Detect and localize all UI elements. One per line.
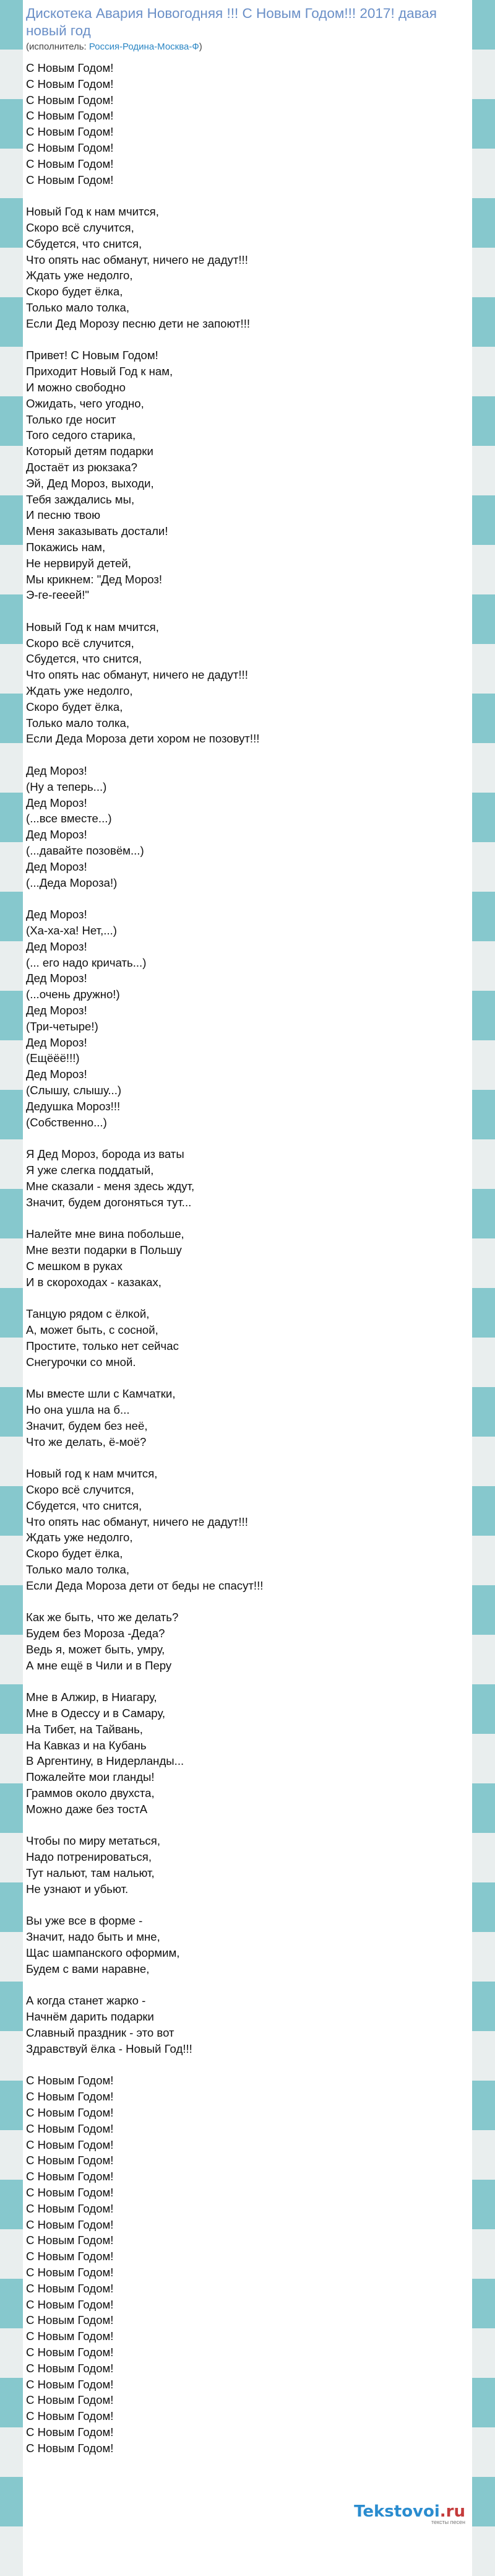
stripe-band	[0, 1387, 23, 1437]
lyrics-text: С Новым Годом! С Новым Годом! С Новым Годом! С Новым Годом! С Новым Годом! С Новым Годом! С Новым Годом! С Новым Годом! Новый Год к нам мчится, Скоро всё случится, Сбудется, что снится, Что опять нас обманут, ничего не дадут!!! Ждать уже недолго, Скоро будет ёлка, Только мало толка, Если Дед Морозу песню дети не запоют!!! Привет! С Новым Годом! Приходит Новый Год к нам, И можно свободно Ожидать, чего угодно, Только где носит Того седого старика, Который детям подарки Достаёт из рюкзака? Эй, Дед Мороз, выходи, Тебя заждались мы, И песню твою Меня заказывать достали! Покажись нам, Не нервируй детей, Мы крикнем: "Дед Мороз! Э-ге-гееей!" Новый Год к нам мчится, Скоро всё случится, Сбудется, что снится, Что опять нас обманут, ничего не дадут!!! Ждать уже недолго, Скоро будет ёлка, Только мало толка, Если Деда Мороза дети хором не позовут!!! Дед Мороз! (Ну а теперь...) Дед Мороз! (...все вместе...) Дед Мороз! (...давайте позовём...) Дед Мороз! (...Деда Мороза!) Дед Мороз! (Ха-ха-ха! Нет,...) Дед Мороз! (... его надо кричать...) Дед Мороз! (...очень дружно!) Дед Мороз! (Три-четыре!) Дед Мороз! (Ещёёё!!!) Дед Мороз! (Слышу, слышу...) Дедушка Мороз!!! (Собственно...) Я Дед Мороз, борода из ваты Я уже слегка поддатый, Мне сказали - меня здесь ждут, Значит, будем догоняться тут... Налейте мне вина побольше, Мне везти подарки в Польшу С мешком в руках И в скороходах - казаках, Танцую рядом с ёлкой, А, может быть, с сосной, Простите, только нет сейчас Снегурочки со мной. Мы вместе шли с Камчатки, Но она ушла на б... Значит, будем без неё, Что же делать, ё-моё? Новый год к нам мчится, Скоро всё случится, Сбудется, что снится, Что опять нас обманут, ничего не дадут!!! Ждать уже недолго, Скоро будет ёлка, Только мало толка, Если Деда Мороза дети от беды не спасут!!! Как же быть, что же делать? Будем без Мороза -Деда? Ведь я, может быть, умру, А мне ещё в Чили и в Перу Мне в Алжир, в Ниагару, Мне в Одессу и в Самару, На Тибет, на Тайвань, На Кавказ и на Кубань В Аргентину, в Нидерланды... Пожалейте мои гланды! Граммов около двухста, Можно даже без тостА Чтобы по миру метаться, Надо потренироваться, Тут нальют, там нальют, Не узнают и убьют. Вы уже все в форме - Значит, надо быть и мне, Щас шампанского оформим, Будем с вами наравне, А когда станет жарко - Начнём дарить подарки Славный праздник - это вот Здравствуй ёлка - Новый Год!!! С Новым Годом! С Новым Годом! С Новым Годом! С Новым Годом! С Новым Годом! С Новым Годом! С Новым Годом! С Новым Годом! С Новым Годом! С Новым Годом! С Новым Годом! С Новым Годом! С Новым Годом! С Новым Годом! С Новым Годом! С Новым Годом! С Новым Годом! С Новым Годом! С Новым Годом! С Новым Годом! С Новым Годом! С Новым Годом! С Новым Годом! С Новым Годом!	[26, 61, 264, 2455]
logo-domain: .ru	[439, 2502, 465, 2521]
stripe-band	[472, 2427, 495, 2477]
stripe-band	[0, 50, 23, 99]
stripe-band	[472, 1932, 495, 1982]
stripe-band	[472, 1882, 495, 1932]
stripe-band	[472, 1982, 495, 2031]
stripe-band	[0, 2229, 23, 2279]
stripe-band	[472, 1684, 495, 1734]
stripe-band	[0, 1932, 23, 1982]
stripe-band	[472, 198, 495, 248]
site-logo[interactable]	[354, 2502, 465, 2525]
stripe-band	[0, 793, 23, 842]
logo-wordmark	[354, 2502, 465, 2521]
stripe-band	[472, 1833, 495, 1882]
artist-prefix: (исполнитель:	[26, 41, 89, 52]
stripe-band	[472, 50, 495, 99]
stripe-band	[0, 991, 23, 1040]
stripe-band	[0, 1783, 23, 1833]
stripe-band	[472, 2477, 495, 2526]
stripe-band	[0, 2477, 23, 2526]
stripe-band	[0, 1139, 23, 1189]
stripe-band	[0, 694, 23, 743]
stripe-band	[0, 1040, 23, 1090]
stripe-band	[472, 1288, 495, 1338]
stripe-band	[472, 1734, 495, 1783]
stripe-band	[0, 2180, 23, 2229]
stripe-band	[472, 2526, 495, 2576]
stripe-band	[0, 842, 23, 892]
stripe-band	[0, 545, 23, 594]
stripe-band	[472, 495, 495, 545]
stripe-band	[0, 1734, 23, 1783]
stripe-band	[472, 991, 495, 1040]
stripe-band	[472, 1338, 495, 1387]
stripe-band	[472, 2279, 495, 2328]
stripe-band	[0, 1585, 23, 1635]
stripe-band	[472, 1783, 495, 1833]
stripe-band	[472, 892, 495, 941]
stripe-band	[0, 594, 23, 644]
right-decorative-stripes	[472, 0, 495, 2530]
stripe-band	[0, 1189, 23, 1238]
stripe-band	[0, 297, 23, 347]
stripe-band	[0, 2031, 23, 2081]
stripe-band	[0, 2526, 23, 2576]
stripe-band	[0, 495, 23, 545]
stripe-band	[0, 99, 23, 149]
stripe-band	[472, 941, 495, 991]
stripe-band	[0, 1486, 23, 1536]
stripe-band	[0, 1338, 23, 1387]
song-title: Дискотека Авария Новогодняя !!! С Новым Годом!!! 2017! давая новый год	[26, 6, 437, 38]
stripe-band	[472, 793, 495, 842]
stripe-band	[472, 842, 495, 892]
stripe-band	[0, 149, 23, 198]
stripe-band	[472, 248, 495, 297]
stripe-band	[0, 644, 23, 694]
stripe-band	[472, 149, 495, 198]
stripe-band	[472, 0, 495, 50]
stripe-band	[472, 2229, 495, 2279]
stripe-band	[0, 2328, 23, 2378]
stripe-band	[472, 545, 495, 594]
stripe-band	[0, 2427, 23, 2477]
stripe-band	[0, 248, 23, 297]
stripe-band	[472, 1486, 495, 1536]
stripe-band	[0, 2378, 23, 2427]
stripe-band	[0, 1684, 23, 1734]
lyrics-page	[26, 5, 469, 2456]
stripe-band	[472, 1040, 495, 1090]
stripe-band	[472, 694, 495, 743]
stripe-band	[472, 1387, 495, 1437]
stripe-band	[0, 743, 23, 793]
stripe-band	[0, 2279, 23, 2328]
stripe-band	[0, 1882, 23, 1932]
stripe-band	[472, 2180, 495, 2229]
stripe-band	[472, 297, 495, 347]
stripe-band	[0, 1238, 23, 1288]
stripe-band	[472, 2378, 495, 2427]
stripe-band	[472, 2081, 495, 2130]
stripe-band	[0, 1090, 23, 1139]
stripe-band	[472, 446, 495, 495]
stripe-band	[472, 1238, 495, 1288]
stripe-band	[472, 1635, 495, 1684]
logo-name: Tekstovoi	[354, 2502, 440, 2521]
stripe-band	[472, 1189, 495, 1238]
stripe-band	[0, 198, 23, 248]
stripe-band	[472, 594, 495, 644]
stripe-band	[472, 1090, 495, 1139]
stripe-band	[472, 2328, 495, 2378]
left-decorative-stripes	[0, 0, 23, 2530]
stripe-band	[0, 1833, 23, 1882]
stripe-band	[0, 1437, 23, 1486]
stripe-band	[472, 1437, 495, 1486]
stripe-band	[472, 2031, 495, 2081]
stripe-band	[0, 347, 23, 396]
stripe-band	[0, 2130, 23, 2180]
stripe-band	[472, 396, 495, 446]
stripe-band	[472, 1585, 495, 1635]
artist-link[interactable]: Россия-Родина-Москва-Ф	[88, 41, 199, 52]
stripe-band	[0, 1288, 23, 1338]
stripe-band	[0, 2081, 23, 2130]
artist-line	[26, 41, 469, 52]
stripe-band	[0, 0, 23, 50]
stripe-band	[0, 941, 23, 991]
stripe-band	[0, 1536, 23, 1585]
stripe-band	[472, 99, 495, 149]
stripe-band	[472, 2130, 495, 2180]
stripe-band	[472, 743, 495, 793]
stripe-band	[0, 396, 23, 446]
logo-tagline: тексты песен	[431, 2519, 465, 2525]
stripe-band	[472, 1536, 495, 1585]
stripe-band	[472, 347, 495, 396]
stripe-band	[0, 892, 23, 941]
stripe-band	[472, 1139, 495, 1189]
stripe-band	[0, 1635, 23, 1684]
stripe-band	[0, 446, 23, 495]
artist-suffix: )	[199, 41, 202, 52]
stripe-band	[0, 1982, 23, 2031]
stripe-band	[472, 644, 495, 694]
